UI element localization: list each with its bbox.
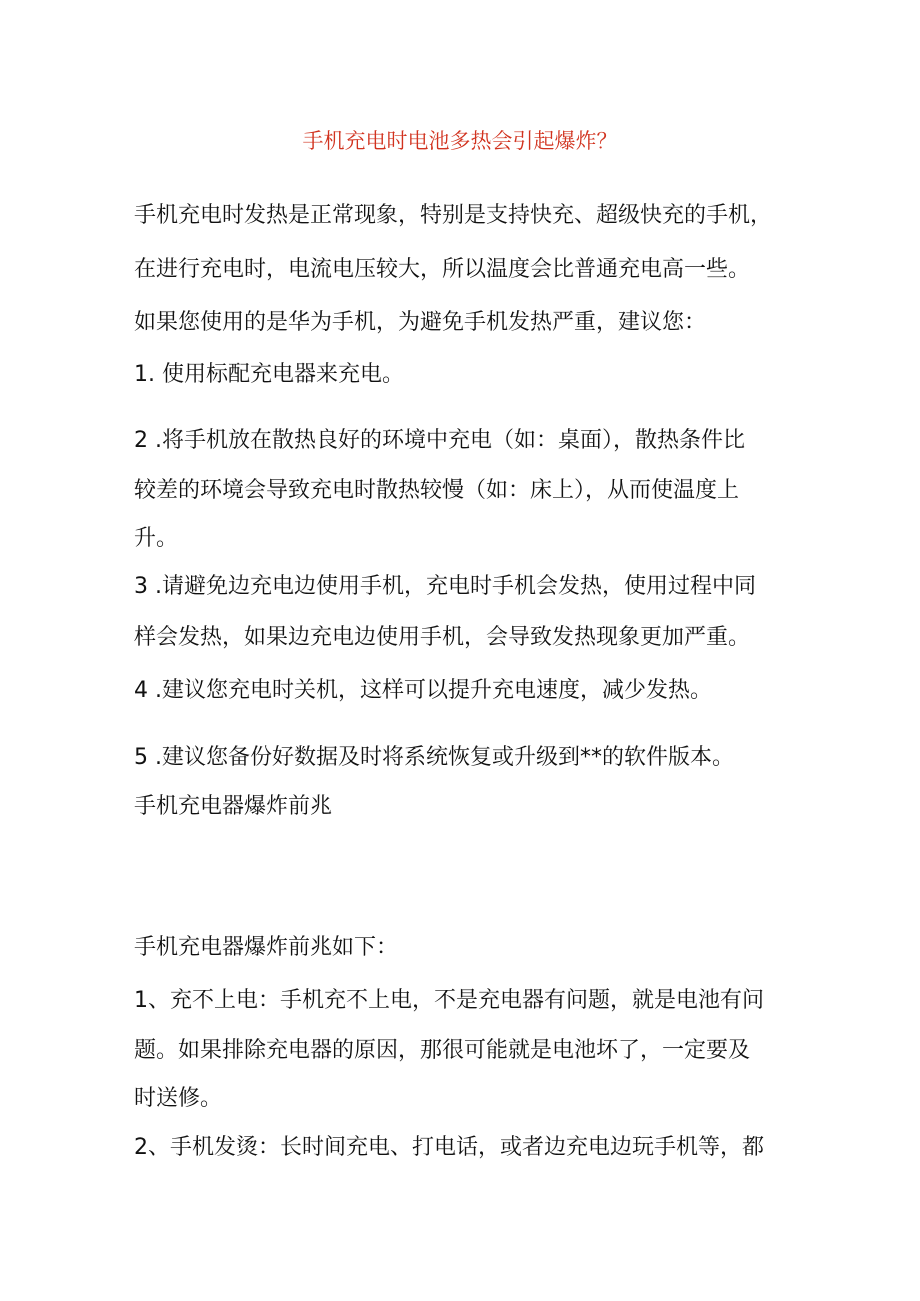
document-title: 手机充电时电池多热会引起爆炸？ [302,129,618,153]
list-item: 4 .建议您充电时关机，这样可以提升充电速度，减少发热。 [134,678,712,703]
list-item: 1. 使用标配充电器来充电。 [134,362,404,387]
list-item-continuation: 较差的环境会导致充电时散热较慢（如：床上），从而使温度上 [134,478,740,503]
paragraph-line: 手机充电时发热是正常现象，特别是支持快充、超级快充的手机， [134,203,773,228]
list-item-continuation: 样会发热，如果边充电边使用手机，会导致发热现象更加严重。 [134,625,751,650]
list-item: 5 .建议您备份好数据及时将系统恢复或升级到**的软件版本。 [134,745,734,770]
list-item: 1、充不上电：手机充不上电，不是充电器有问题，就是电池有问 [134,988,764,1013]
list-item: 2、手机发烫：长时间充电、打电话，或者边充电边玩手机等，都 [134,1135,764,1160]
paragraph-line: 手机充电器爆炸前兆如下： [134,935,399,960]
list-item: 2 .将手机放在散热良好的环境中充电（如：桌面），散热条件比 [134,428,745,453]
paragraph-line: 在进行充电时，电流电压较大，所以温度会比普通充电高一些。 [134,257,751,282]
list-item: 3 .请避免边充电边使用手机，充电时手机会发热，使用过程中同 [134,574,756,599]
section-heading: 手机充电器爆炸前兆 [134,794,333,819]
list-item-continuation: 题。如果排除充电器的原因，那很可能就是电池坏了，一定要及 [134,1038,751,1063]
list-item-continuation: 升。 [134,526,179,551]
paragraph-line: 如果您使用的是华为手机，为避免手机发热严重，建议您： [134,310,707,335]
list-item-continuation: 时送修。 [134,1086,223,1111]
